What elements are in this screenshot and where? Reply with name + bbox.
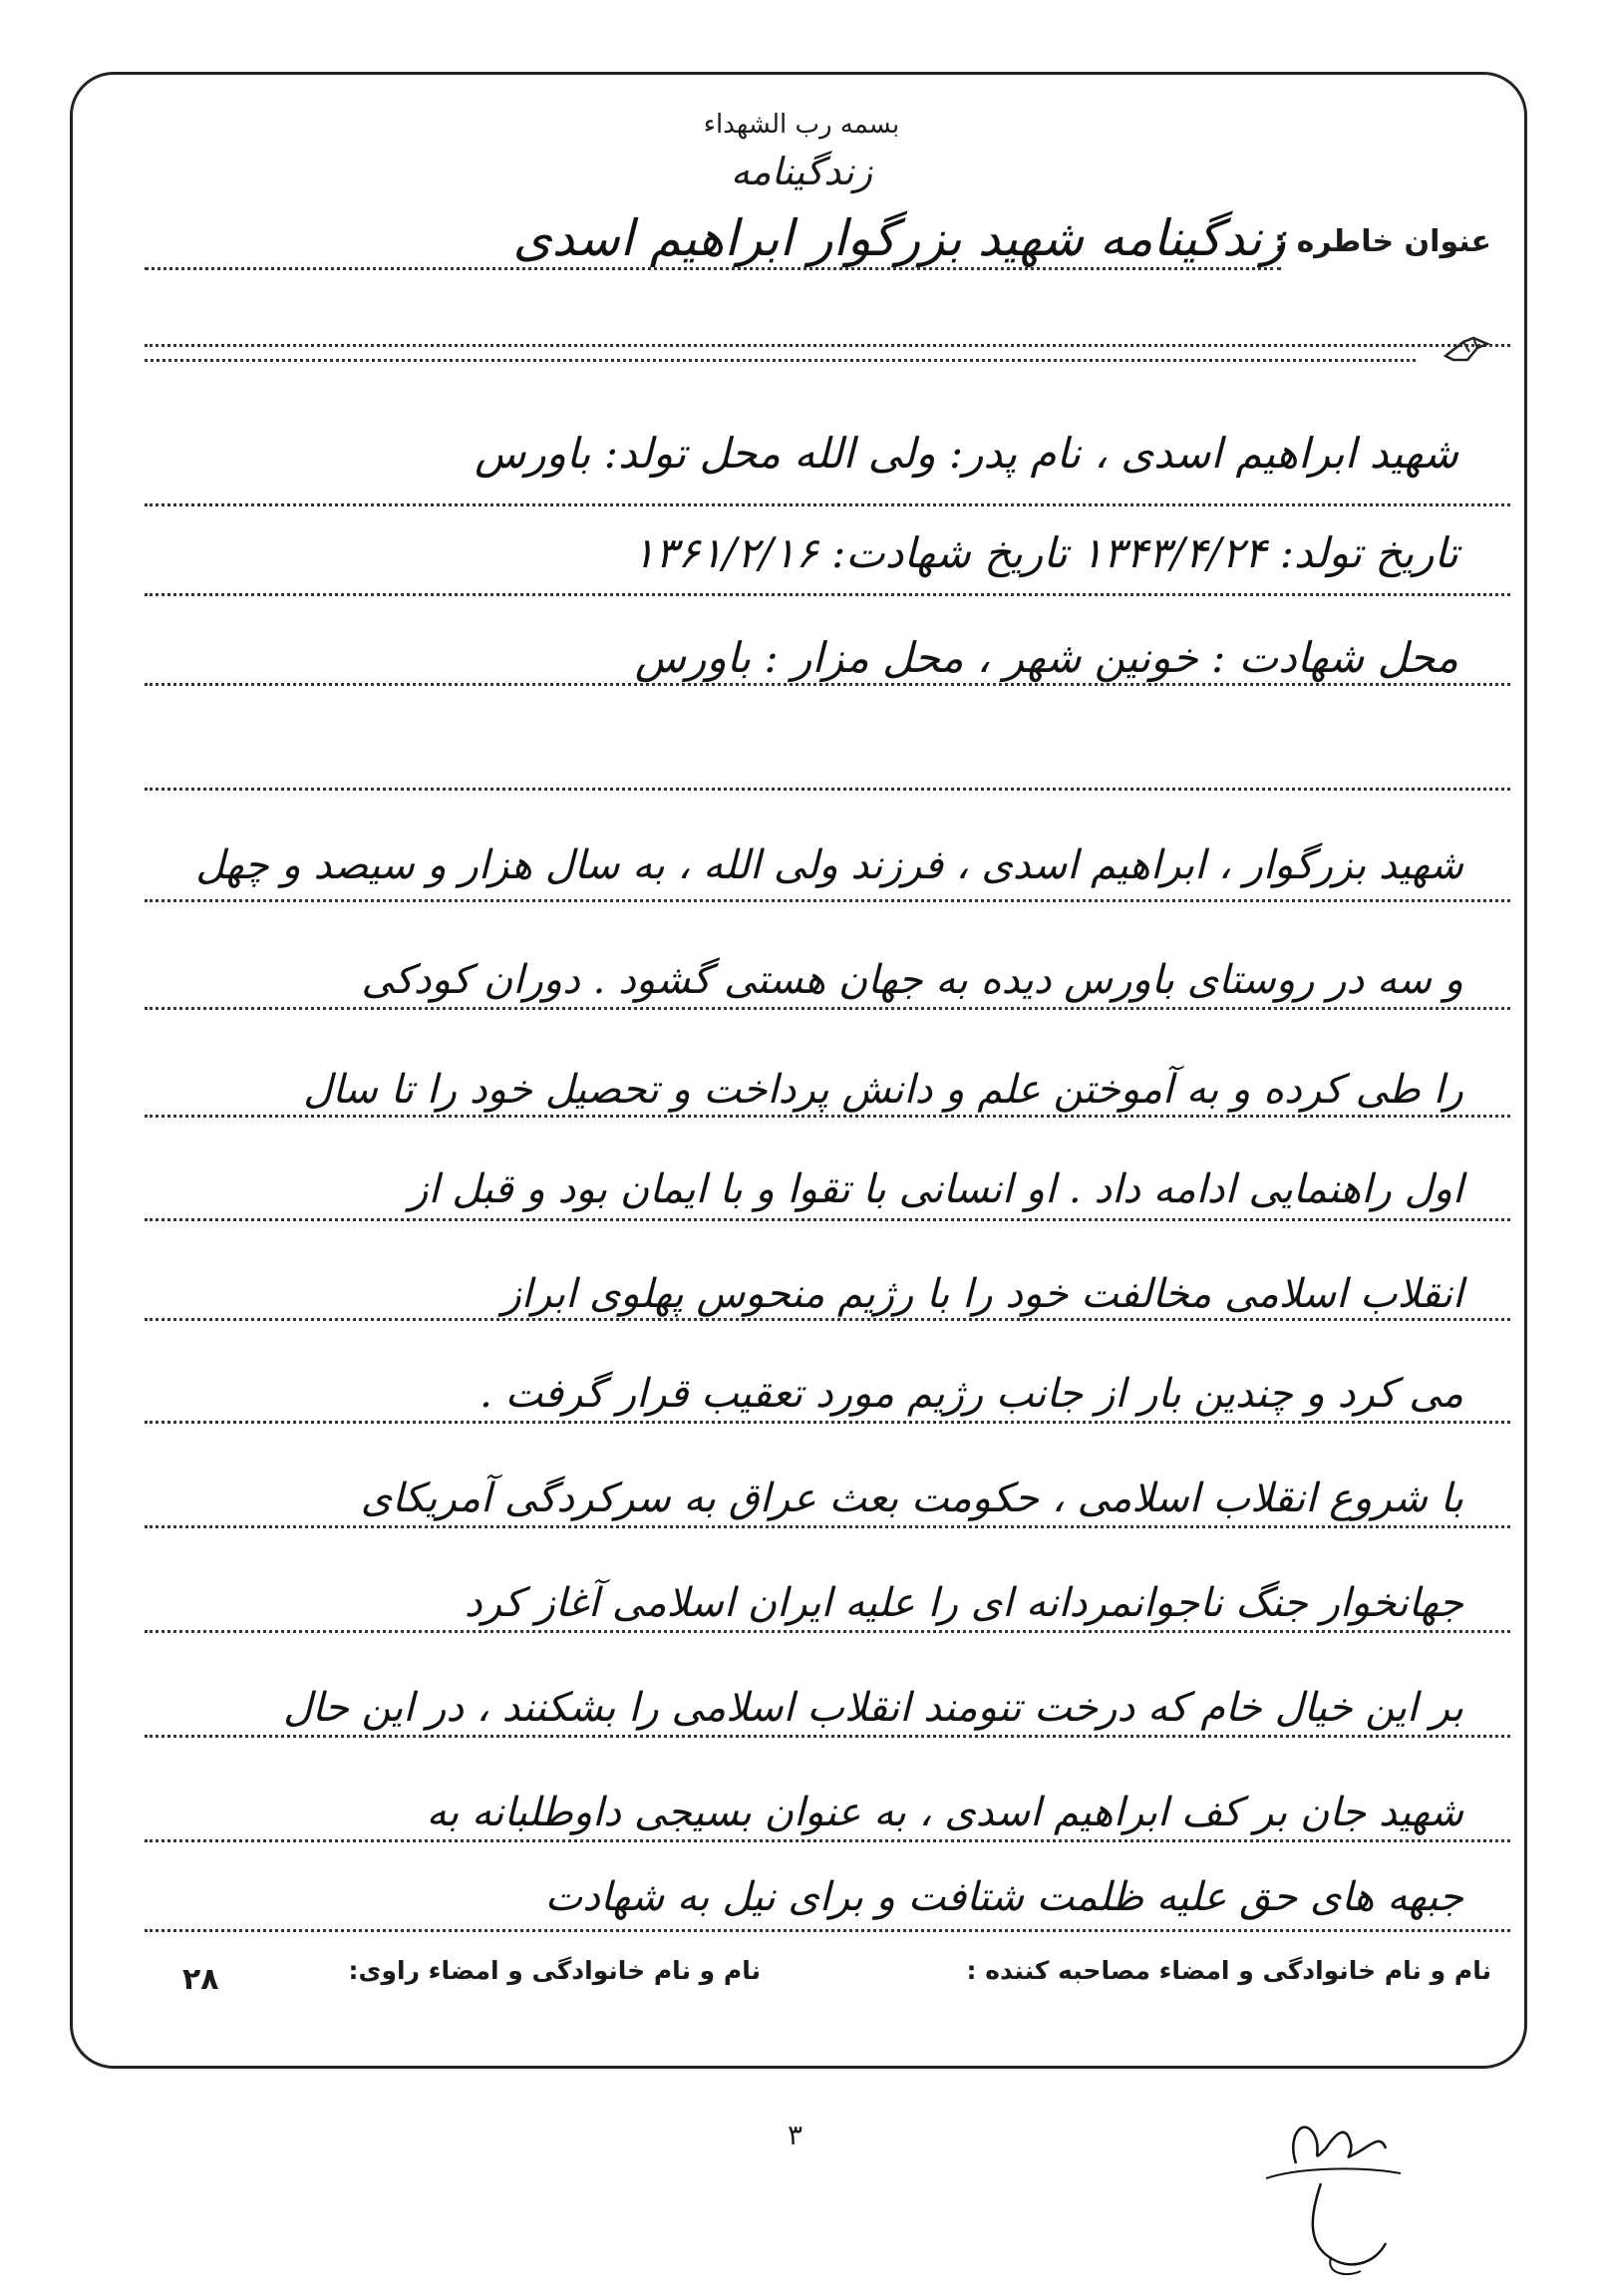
corner-mark: ۲۸ (182, 1962, 219, 1997)
title-dotted-line (145, 267, 1281, 270)
dotted-line (145, 1735, 1510, 1738)
dotted-line (145, 1929, 1510, 1932)
dotted-line (145, 788, 1510, 791)
pen-hand-icon (1443, 334, 1491, 368)
document-subtitle: زندگینامه (730, 150, 873, 193)
info-line: شهید ابراهیم اسدی ، نام پدر: ولی الله محل تولد: باورس (475, 429, 1458, 478)
dotted-line (145, 344, 1510, 347)
dotted-line (145, 1839, 1510, 1842)
dotted-line (145, 1630, 1510, 1633)
info-line: تاریخ تولد: ۱۳۴۳/۴/۲۴ تاریخ شهادت: ۱۳۶۱/۲/۱۶ (632, 528, 1458, 577)
body-line: جهانخوار جنگ ناجوانمردانه ای را علیه ایران اسلامی آغاز کرد (464, 1580, 1463, 1626)
dotted-line (145, 1115, 1510, 1118)
title-value: زندگینامه شهید بزرگوار ابراهیم اسدی (512, 209, 1286, 267)
narrator-signature-label: نام و نام خانوادگی و امضاء راوی: (348, 1956, 761, 1985)
dotted-line (145, 1318, 1510, 1321)
body-line: انقلاب اسلامی مخالفت خود را با رژیم منحوس پهلوی ابراز (501, 1271, 1463, 1317)
page-number: ۳ (788, 2119, 803, 2151)
dotted-line (145, 1218, 1510, 1221)
interviewer-signature-label: نام و نام خانوادگی و امضاء مصاحبه کننده : (966, 1956, 1491, 1985)
dotted-line (145, 503, 1510, 506)
body-line: شهید جان بر کف ابراهیم اسدی ، به عنوان بسیجی داوطلبانه به (426, 1790, 1463, 1835)
body-line: با شروع انقلاب اسلامی ، حکومت بعث عراق به سرکردگی آمریکای (360, 1476, 1463, 1521)
body-line: اول راهنمایی ادامه داد . او انسانی با تقوا و با ایمان بود و قبل از (409, 1166, 1463, 1212)
dotted-line (145, 683, 1510, 686)
title-label: عنوان خاطره : (1274, 224, 1491, 259)
body-line: بر این خیال خام که درخت تنومند انقلاب اسلامی را بشکنند ، در این حال (282, 1685, 1463, 1731)
info-line: محل شهادت : خونین شهر ، محل مزار : باورس (634, 633, 1458, 682)
dotted-line (145, 593, 1510, 596)
dotted-line (145, 1421, 1510, 1424)
body-line: را طی کرده و به آموختن علم و دانش پرداخت و تحصیل خود را تا سال (303, 1067, 1463, 1113)
body-line: جبهه های حق علیه ظلمت شتافت و برای نیل به شهادت (544, 1874, 1463, 1920)
dotted-line (145, 1007, 1510, 1010)
dotted-line (145, 899, 1510, 902)
body-line: و سه در روستای باورس دیده به جهان هستی گشود . دوران کودکی (361, 957, 1463, 1003)
dotted-line (145, 359, 1416, 362)
body-line: می کرد و چندین بار از جانب رژیم مورد تعقیب قرار گرفت . (480, 1371, 1463, 1417)
body-line: شهید بزرگوار ، ابراهیم اسدی ، فرزند ولی الله ، به سال هزار و سیصد و چهل (195, 842, 1463, 888)
dotted-line (145, 1525, 1510, 1528)
signature-mark (1236, 2094, 1416, 2287)
basmala-header: بسمه رب الشهداء (703, 110, 900, 140)
